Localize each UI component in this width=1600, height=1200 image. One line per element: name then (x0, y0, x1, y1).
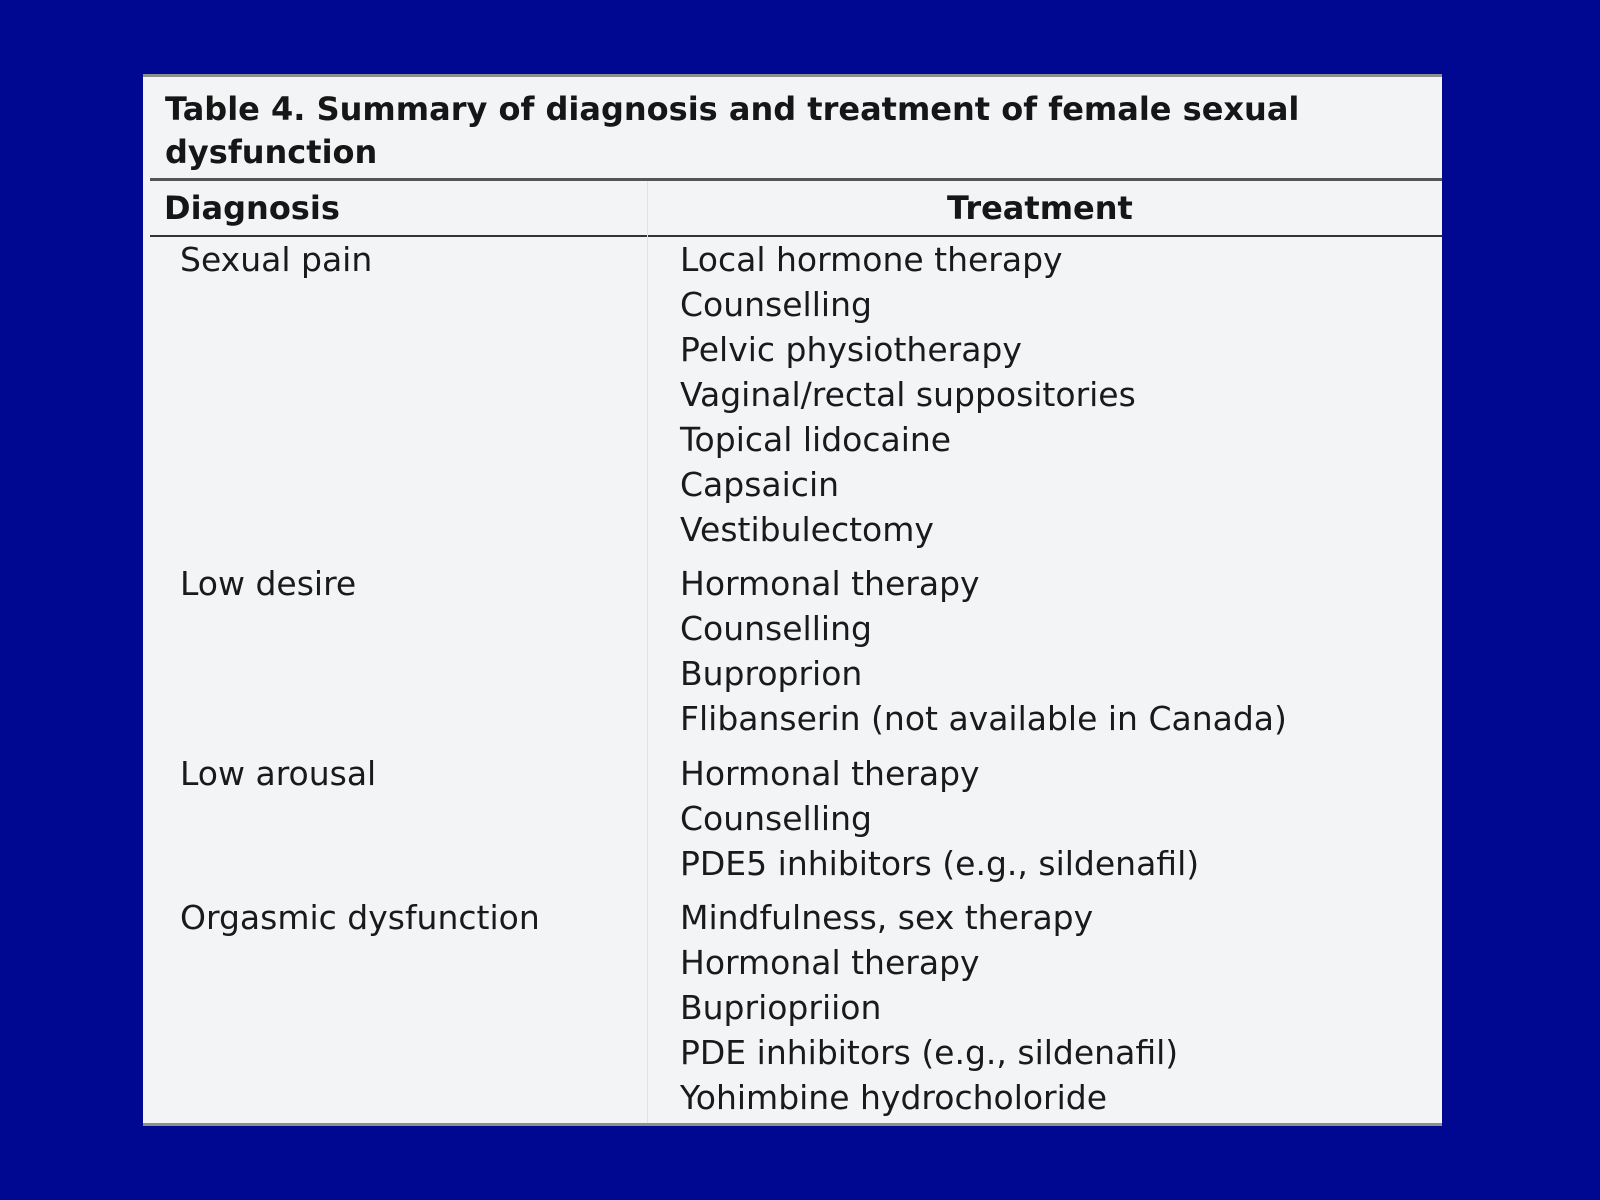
list-item: PDE inhibitors (e.g., sildenafil) (680, 1033, 1179, 1072)
diagnosis-orgasmic-dysfunction: Orgasmic dysfunction (180, 898, 540, 937)
table-top-rule (143, 74, 1442, 77)
list-item: Yohimbine hydrocholoride (680, 1078, 1108, 1117)
list-item: Buproprion (680, 654, 863, 693)
list-item: Flibanserin (not available in Canada) (680, 699, 1287, 738)
list-item: Capsaicin (680, 465, 840, 504)
treatment-list-low-desire (680, 561, 1287, 741)
list-item: Mindfulness, sex therapy (680, 898, 1094, 937)
title-rule (150, 178, 1442, 181)
treatment-list-orgasmic-dysfunction (680, 895, 1178, 1120)
column-header-treatment: Treatment (947, 189, 1133, 227)
list-item: Pelvic physiotherapy (680, 330, 1022, 369)
diagnosis-low-arousal: Low arousal (180, 754, 377, 793)
list-item: Counselling (680, 285, 872, 324)
list-item: Topical lidocaine (680, 420, 952, 459)
table-bottom-rule (143, 1123, 1442, 1126)
list-item: Hormonal therapy (680, 754, 980, 793)
column-header-diagnosis: Diagnosis (164, 189, 340, 227)
treatment-list-low-arousal (680, 751, 1199, 886)
list-item: Vaginal/rectal suppositories (680, 375, 1136, 414)
list-item: Hormonal therapy (680, 943, 980, 982)
list-item: Bupriopriion (680, 988, 882, 1027)
list-item: Counselling (680, 609, 872, 648)
treatment-list-sexual-pain (680, 237, 1136, 552)
diagnosis-sexual-pain: Sexual pain (180, 240, 373, 279)
table-title: Table 4. Summary of diagnosis and treatment of female sexual dysfunction (165, 90, 1300, 171)
diagnosis-low-desire: Low desire (180, 564, 357, 603)
list-item: Local hormone therapy (680, 240, 1063, 279)
summary-table (143, 74, 1442, 1126)
list-item: Counselling (680, 799, 872, 838)
list-item: Vestibulectomy (680, 510, 934, 549)
column-divider (647, 181, 648, 1123)
list-item: Hormonal therapy (680, 564, 980, 603)
list-item: PDE5 inhibitors (e.g., sildenafil) (680, 844, 1200, 883)
